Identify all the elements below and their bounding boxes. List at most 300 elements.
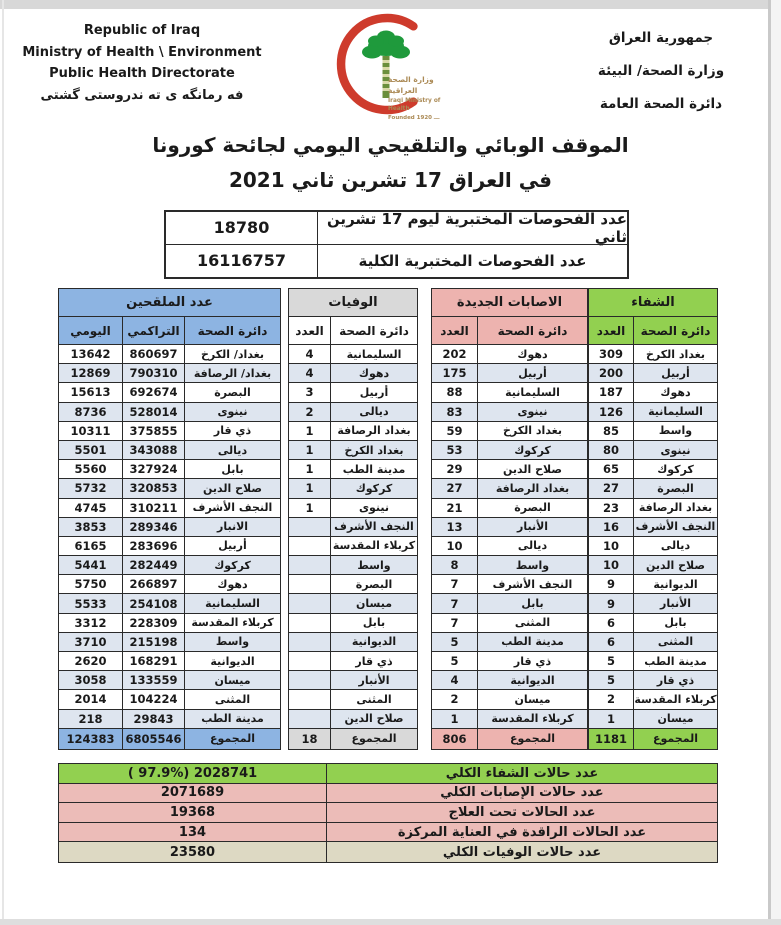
summary-label: عدد الحالات تحت العلاج [448,804,596,820]
value-cell: 13 [432,518,478,536]
governorate-name: دهوك [478,345,587,363]
governorate-name: نينوى [331,499,417,517]
column-header-row [432,317,587,345]
value-cell: 1 [589,710,634,728]
table-row [589,690,717,709]
value-cell: 1 [289,460,331,478]
table-row [289,403,417,422]
value-cell: 1 [289,422,331,440]
value-cell: 13642 [59,345,123,363]
governorate-name: واسط [185,633,280,651]
value-cell: 3058 [59,671,123,689]
table-row [59,364,280,383]
value-cell: 254108 [123,594,185,612]
governorate-name: ميسان [478,690,587,708]
table-row [59,710,280,729]
column-header: العدد [289,317,331,344]
table-row [289,594,417,613]
report-title-line2: في العراق 17 تشرين ثاني 2021 [228,168,553,192]
governorate-name: كربلاء المقدسة [478,710,587,728]
value-cell: 5501 [59,441,123,459]
value-cell: 5750 [59,575,123,593]
governorate-name: مدينة الطب [185,710,280,728]
governorate-name: السليمانية [185,594,280,612]
table-row [589,614,717,633]
table-row [166,245,627,278]
value-cell [289,614,331,632]
table-row [166,209,627,246]
total-value: 124383 [59,729,123,749]
total-value: 806 [432,729,478,749]
value-cell: 12869 [59,364,123,382]
value-cell [289,671,331,689]
table-row [432,345,587,364]
summary-value: 23580 [59,842,327,862]
governorate-name: بابل [185,460,280,478]
value-cell: 282449 [123,556,185,574]
ministry-of-health-logo [326,8,462,120]
value-cell: 168291 [123,652,185,670]
governorate-name: البصرة [478,499,587,517]
table-row [432,594,587,613]
governorate-name: بغداد الرصافة [331,422,417,440]
governorate-name: الديوانية [185,652,280,670]
governorate-name: البصرة [634,479,717,497]
governorate-name: صلاح الدين [185,479,280,497]
table-row [289,556,417,575]
governorate-name: بغداد/ الرصافة [185,364,280,382]
governorate-name: واسط [478,556,587,574]
summary-value: 19368 [59,803,327,822]
governorate-name: البصرة [185,383,280,401]
governorate-name: النجف الأشرف [331,518,417,536]
table-row [432,422,587,441]
value-cell: 6 [589,633,634,651]
governorate-name: واسط [331,556,417,574]
total-value: 1181 [589,729,634,749]
table-row [289,422,417,441]
table-row [589,364,717,383]
table-row [432,499,587,518]
governorate-name: أربيل [478,364,587,382]
governorate-name: ديالى [478,537,587,555]
governorate-name: أربيل [185,537,280,555]
governorate-name: بابل [634,614,717,632]
table-row [59,460,280,479]
summary-label: عدد الحالات الراقدة في العناية المركزة [397,824,647,840]
value-cell: 200 [589,364,634,382]
value-cell: 1 [432,710,478,728]
governorate-name: النجف الأشرف [478,575,587,593]
summary-value: 134 [59,823,327,842]
value-cell: 5 [432,633,478,651]
letterhead-english-line3: Public Health Directorate [49,66,235,81]
value-cell: 7 [432,594,478,612]
table-row [289,479,417,498]
value-cell: 29843 [123,710,185,728]
value-cell: 10 [432,537,478,555]
value-cell [289,537,331,555]
value-cell: 2 [589,690,634,708]
governorate-name: بغداد الكرخ [634,345,717,363]
table-row [59,345,280,364]
summary-table [58,763,718,863]
value-cell: 175 [432,364,478,382]
column-header-row [289,317,417,345]
value-cell: 104224 [123,690,185,708]
value-cell: 4745 [59,499,123,517]
total-label: المجموع [185,729,280,749]
governorate-name: نينوى [185,403,280,421]
table-row [59,499,280,518]
governorate-name: ذي قار [634,671,717,689]
governorate-name: المثنى [478,614,587,632]
governorate-name: دهوك [634,383,717,401]
summary-row [59,823,717,843]
column-header: دائرة الصحة [634,317,717,344]
value-cell: 343088 [123,441,185,459]
value-cell: 27 [589,479,634,497]
governorate-name: كربلاء المقدسة [634,690,717,708]
governorate-name: السليمانية [634,403,717,421]
table-row [59,422,280,441]
table-row [432,479,587,498]
table-row [432,556,587,575]
governorate-name: الأنبار [478,518,587,536]
value-cell: 2 [289,403,331,421]
value-cell [289,556,331,574]
governorate-name: الديوانية [478,671,587,689]
governorate-name: ديالى [634,537,717,555]
governorate-name: كركوك [634,460,717,478]
value-cell: 5441 [59,556,123,574]
summary-label: عدد حالات الشفاء الكلي [445,765,599,781]
table-row [59,633,280,652]
value-cell: 228309 [123,614,185,632]
letterhead-english-line1: Republic of Iraq [83,23,201,38]
total-label: المجموع [478,729,587,749]
value-cell: 6 [589,614,634,632]
summary-value: 2071689 [59,784,327,803]
value-cell: 7 [432,614,478,632]
report-title [0,128,781,198]
value-cell: 27 [432,479,478,497]
governorate-name: صلاح الدين [331,710,417,728]
value-cell: 7 [432,575,478,593]
table-row [432,537,587,556]
value-cell: 289346 [123,518,185,536]
table-recoveries [588,288,718,750]
total-row [432,729,587,749]
value-cell: 29 [432,460,478,478]
table-row [432,671,587,690]
table-row [59,671,280,690]
summary-value: ( 97.9%) 2028741 [59,764,327,783]
governorate-name: الديوانية [634,575,717,593]
table-row [432,652,587,671]
value-cell: 202 [432,345,478,363]
governorate-name: دهوك [185,575,280,593]
governorate-name: النجف الأشرف [185,499,280,517]
total-value: 6805546 [123,729,185,749]
table-row [589,518,717,537]
governorate-name: دهوك [331,364,417,382]
value-cell: 5 [432,652,478,670]
value-cell: 126 [589,403,634,421]
governorate-name: ذي قار [331,652,417,670]
table-row [432,383,587,402]
value-cell: 1 [289,479,331,497]
governorate-name: الأنبار [331,671,417,689]
table-row [289,537,417,556]
table-row [289,518,417,537]
logo-caption-founded: Founded 1920 ـــ [388,114,440,121]
value-cell: 10 [589,537,634,555]
table-row [589,422,717,441]
governorate-name: بغداد الرصافة [634,499,717,517]
value-cell: 1 [289,499,331,517]
column-header: التراكمي [123,317,185,344]
summary-row [59,784,717,804]
total-row [589,729,717,749]
table-row [59,652,280,671]
table-row [59,575,280,594]
value-cell: 133559 [123,671,185,689]
governorate-name: كركوك [478,441,587,459]
value-cell: 2620 [59,652,123,670]
value-cell: 23 [589,499,634,517]
table-row [432,710,587,729]
governorate-name: أربيل [331,383,417,401]
value-cell [289,710,331,728]
governorate-name: كركوك [331,479,417,497]
table-row [289,364,417,383]
photo-edge-bottom [0,919,781,925]
table-row [589,671,717,690]
table-row [289,499,417,518]
table-vaccinated [58,288,281,750]
letterhead-arabic-line1: جمهورية العراق [608,30,714,46]
table-row [59,383,280,402]
value-cell: 215198 [123,633,185,651]
table-row [432,403,587,422]
table-row [432,518,587,537]
table-row [432,614,587,633]
table-row [589,403,717,422]
letterhead-english-line2: Ministry of Health \ Environment [22,44,262,60]
table-row [589,460,717,479]
value-cell: 327924 [123,460,185,478]
value-cell: 65 [589,460,634,478]
table-row [289,652,417,671]
value-cell: 860697 [123,345,185,363]
letterhead-kurdish-line: فه رمانگه ى ته ندروستى گشتى [40,87,244,103]
lab-tests-table [164,210,629,279]
value-cell: 310211 [123,499,185,517]
governorate-name: المثنى [331,690,417,708]
total-label: المجموع [331,729,417,749]
column-header-row [59,317,280,345]
table-row [589,383,717,402]
governorate-name: ديالى [185,441,280,459]
governorate-name: ميسان [634,710,717,728]
value-cell: 21 [432,499,478,517]
governorate-name: مدينة الطب [478,633,587,651]
value-cell: 10311 [59,422,123,440]
column-header: دائرة الصحة [478,317,587,344]
governorate-name: بابل [331,614,417,632]
table-row [59,690,280,709]
letterhead-arabic-line2: وزارة الصحة/ البيئة [597,63,725,79]
governorate-name: السليمانية [331,345,417,363]
column-header: العدد [432,317,478,344]
governorate-name: البصرة [331,575,417,593]
governorate-name: بغداد الرصافة [478,479,587,497]
table-new-cases [431,288,588,750]
table-row [59,614,280,633]
governorate-name: نينوى [634,441,717,459]
governorate-name: ذي قار [478,652,587,670]
summary-label: عدد حالات الإصابات الكلي [440,785,604,801]
value-cell: 4 [289,345,331,363]
governorate-name: بغداد الكرخ [478,422,587,440]
value-cell: 375855 [123,422,185,440]
governorate-name: كربلاء المقدسة [185,614,280,632]
logo-caption-english: Iraqi Ministry of Health [388,97,441,113]
governorate-name: الأنبار [634,594,717,612]
value-cell: 309 [589,345,634,363]
table-row [289,671,417,690]
value-cell: 16 [589,518,634,536]
value-cell: 4 [432,671,478,689]
total-value: 18 [289,729,331,749]
value-cell: 85 [589,422,634,440]
value-cell: 80 [589,441,634,459]
table-row [432,441,587,460]
value-cell: 1 [289,441,331,459]
table-row [432,364,587,383]
total-label: المجموع [634,729,717,749]
logo-caption-arabic: وزارة الصحة العراقية [388,75,434,96]
column-header: دائرة الصحة [331,317,417,344]
table-row [289,710,417,729]
governorate-name: ميسان [331,594,417,612]
table-row [432,460,587,479]
value-cell: 8 [432,556,478,574]
logo-caption [388,74,462,122]
table-row [589,652,717,671]
value-cell [289,575,331,593]
table-row [59,518,280,537]
column-header-row [589,317,717,345]
governorate-name: بابل [478,594,587,612]
summary-label: عدد حالات الوفيات الكلي [442,844,602,860]
table-row [589,441,717,460]
report-title-line1: الموقف الوبائي والتلقيحي اليومي لجائحة كورونا [152,133,629,157]
governorate-name: الديوانية [331,633,417,651]
table-row [589,537,717,556]
table-row [589,594,717,613]
governorate-name: كربلاء المقدسة [331,537,417,555]
value-cell: 5 [589,671,634,689]
value-cell: 5732 [59,479,123,497]
column-header: دائرة الصحة [185,317,280,344]
table-row [589,575,717,594]
value-cell: 9 [589,594,634,612]
value-cell: 15613 [59,383,123,401]
table-row [59,594,280,613]
governorate-name: ديالى [331,403,417,421]
table-row [432,575,587,594]
value-cell: 218 [59,710,123,728]
value-cell: 3 [289,383,331,401]
value-cell: 692674 [123,383,185,401]
governorate-name: صلاح الدين [478,460,587,478]
table-row [589,499,717,518]
column-header: اليومي [59,317,123,344]
value-cell [289,518,331,536]
value-cell: 5533 [59,594,123,612]
table-row [432,633,587,652]
value-cell [289,690,331,708]
value-cell: 187 [589,383,634,401]
value-cell: 266897 [123,575,185,593]
table-row [289,383,417,402]
governorate-name: أربيل [634,364,717,382]
table-row [59,537,280,556]
table-new-cases-title: الاصابات الجديدة [432,289,587,317]
governorate-name: الانبار [185,518,280,536]
table-row [289,633,417,652]
value-cell: 53 [432,441,478,459]
total-row [59,729,280,749]
governorate-name: بغداد الكرخ [331,441,417,459]
value-cell: 88 [432,383,478,401]
governorate-name: المثنى [634,633,717,651]
total-tests-label: عدد الفحوصات المختبرية الكلية [358,251,587,270]
daily-tests-value: 18780 [166,212,318,244]
summary-row [59,764,717,784]
table-row [289,690,417,709]
value-cell: 2 [432,690,478,708]
governorate-name: صلاح الدين [634,556,717,574]
governorate-name: كركوك [185,556,280,574]
table-row [59,479,280,498]
table-row [589,556,717,575]
total-tests-value: 16116757 [166,245,318,278]
value-cell: 9 [589,575,634,593]
governorate-name: النجف الأشرف [634,518,717,536]
value-cell: 3710 [59,633,123,651]
table-row [289,441,417,460]
table-row [589,633,717,652]
table-row [289,460,417,479]
value-cell [289,633,331,651]
table-row [289,345,417,364]
table-row [59,441,280,460]
table-recoveries-title: الشفاء [589,289,717,317]
value-cell: 3853 [59,518,123,536]
table-vaccinated-title: عدد الملقحين [59,289,280,317]
table-row [432,690,587,709]
table-row [589,710,717,729]
governorate-name: المثنى [185,690,280,708]
value-cell: 528014 [123,403,185,421]
value-cell: 83 [432,403,478,421]
total-row [289,729,417,749]
value-cell: 8736 [59,403,123,421]
value-cell [289,594,331,612]
